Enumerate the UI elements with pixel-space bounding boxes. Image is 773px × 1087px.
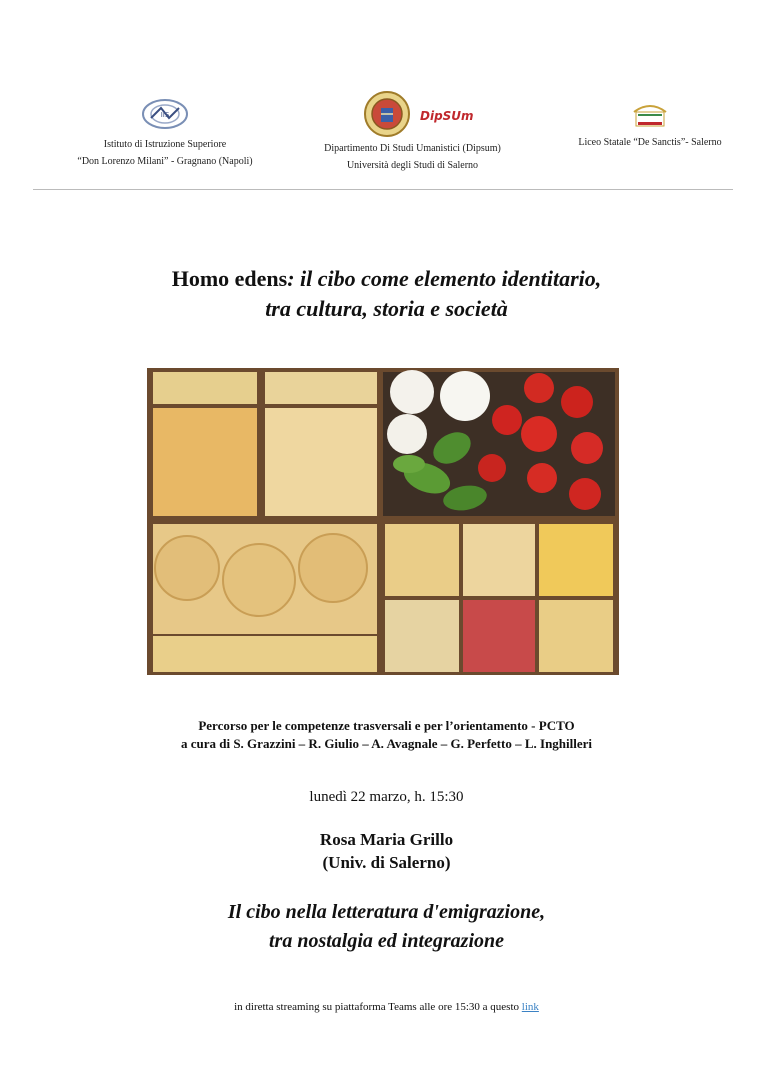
- title-plain: Homo edens: [171, 266, 288, 291]
- university-seal-icon: [363, 90, 411, 138]
- event-date: lunedì 22 marzo, h. 15:30: [309, 789, 464, 805]
- header-right-line1: Liceo Statale “De Sanctis”- Salerno: [578, 137, 722, 148]
- school-logo-icon: [139, 96, 191, 132]
- header-center: [300, 90, 525, 174]
- svg-text:IIS: IIS: [160, 111, 170, 119]
- header-left: [50, 96, 280, 170]
- liceo-logo-icon: [630, 100, 670, 130]
- header-left-line2: “Don Lorenzo Milani” - Gragnano (Napoli): [77, 156, 253, 167]
- header-left-line1: Istituto di Istruzione Superiore: [103, 139, 227, 150]
- talk-line1: Il cibo nella letteratura d'emigrazione,: [227, 901, 546, 923]
- stream-text: in diretta streaming su piattaforma Teams alle ore 15:30 a questo: [234, 1001, 522, 1013]
- pasta-photo: [147, 368, 619, 675]
- speaker-affiliation: (Univ. di Salerno): [322, 853, 451, 872]
- title-italic: : il cibo come elemento identitario,: [287, 266, 602, 291]
- header-divider: [33, 189, 733, 190]
- title-line2: tra cultura, storia e società: [265, 296, 508, 321]
- talk-title: [0, 898, 773, 956]
- header-center-line1: Dipartimento Di Studi Umanistici (Dipsum): [324, 143, 501, 154]
- dipsum-logo: DipSUm: [420, 109, 474, 123]
- stream-info: [0, 1001, 773, 1013]
- pcto-line2: a cura di S. Grazzini – R. Giulio – A. Avagnale – G. Perfetto – L. Inghilleri: [180, 736, 593, 751]
- stream-link[interactable]: link: [521, 1001, 539, 1013]
- speaker-block: [0, 828, 773, 874]
- page-title: [0, 264, 773, 324]
- header-center-line2: Università degli Studi di Salerno: [346, 160, 479, 171]
- header-right: [560, 100, 740, 151]
- speaker-name: Rosa Maria Grillo: [319, 830, 454, 849]
- talk-line2: tra nostalgia ed integrazione: [268, 930, 505, 952]
- pcto-line1: Percorso per le competenze trasversali e per l’orientamento - PCTO: [198, 718, 575, 733]
- pcto-block: [0, 717, 773, 753]
